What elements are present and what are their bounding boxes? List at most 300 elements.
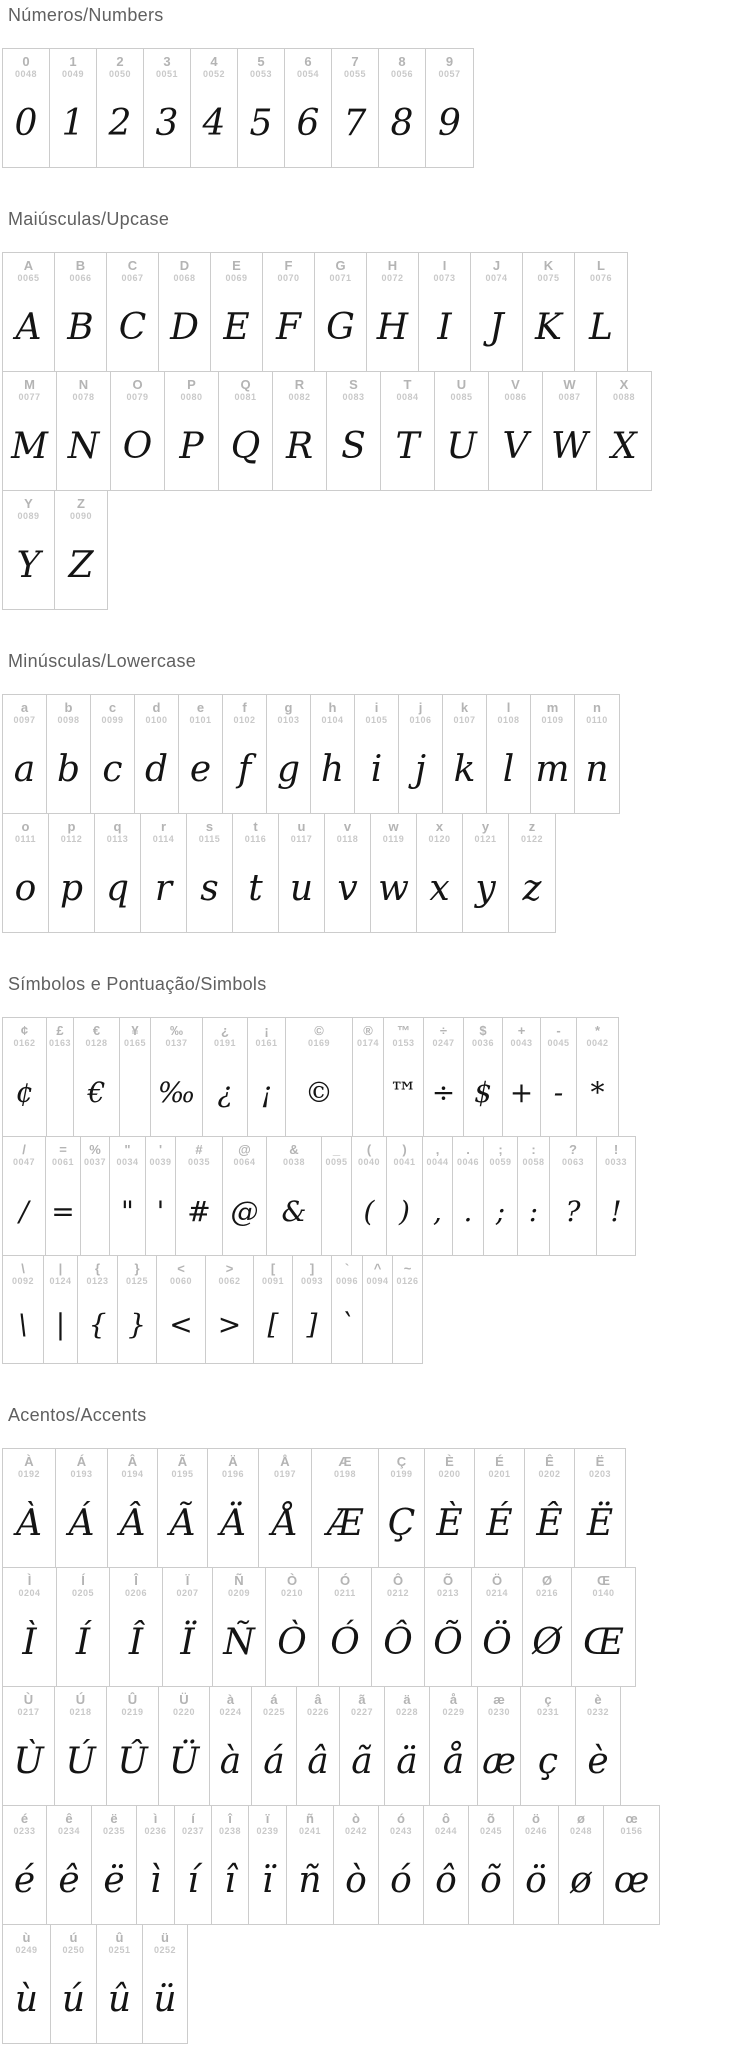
char-grid-row [2, 813, 556, 933]
char-label: % [89, 1142, 101, 1157]
char-cell [355, 695, 399, 813]
char-grid [2, 1448, 660, 2044]
char-cell [379, 1806, 424, 1924]
char-glyph: ô [435, 1859, 457, 1901]
char-code: 0072 [381, 273, 404, 283]
char-code: 0101 [189, 715, 212, 725]
char-cell [3, 1806, 47, 1924]
char-cell [179, 695, 223, 813]
char-code: 0039 [149, 1157, 172, 1167]
char-cell [472, 1568, 523, 1686]
char-code: 0041 [393, 1157, 416, 1167]
char-glyph: ë [103, 1859, 125, 1901]
char-label: Í [81, 1573, 85, 1588]
char-glyph: ™ [389, 1075, 418, 1109]
char-label: Ä [228, 1454, 238, 1469]
char-code: 0227 [350, 1707, 374, 1717]
char-code: 0246 [524, 1826, 548, 1836]
char-label: C [127, 258, 138, 273]
char-glyph: ] [306, 1308, 318, 1341]
char-label: ¿ [221, 1023, 229, 1038]
char-code: 0034 [116, 1157, 139, 1167]
char-glyph: I [437, 306, 452, 348]
char-code: 0205 [71, 1588, 95, 1598]
char-label: g [284, 700, 293, 715]
char-label: 4 [210, 54, 218, 69]
char-label: Ï [185, 1573, 190, 1588]
char-label: U [456, 377, 467, 392]
char-code: 0094 [366, 1276, 389, 1286]
char-glyph: Õ [433, 1621, 463, 1663]
char-cell [55, 253, 107, 371]
char-code: 0054 [296, 69, 320, 79]
char-glyph: Â [119, 1502, 146, 1544]
char-cell [3, 695, 47, 813]
char-label: ò [352, 1811, 360, 1826]
char-label: Q [240, 377, 251, 392]
char-glyph: g [276, 748, 301, 790]
char-glyph: q [105, 867, 130, 909]
char-label: Ò [286, 1573, 298, 1588]
char-cell [110, 1568, 163, 1686]
char-grid-row [2, 48, 474, 168]
char-glyph: f [237, 748, 252, 790]
char-glyph: Ñ [223, 1621, 255, 1663]
char-glyph: @ [230, 1194, 259, 1228]
char-cell [108, 1449, 158, 1567]
char-label: œ [625, 1811, 638, 1826]
char-cell [3, 1256, 44, 1363]
char-code: 0209 [227, 1588, 251, 1598]
char-code: 0097 [13, 715, 36, 725]
char-code: 0243 [389, 1826, 413, 1836]
char-glyph: Ú [65, 1740, 96, 1782]
char-cell [471, 253, 523, 371]
char-code: 0045 [547, 1038, 570, 1048]
char-glyph: F [276, 306, 301, 348]
char-glyph: Ø [532, 1621, 562, 1663]
char-glyph: W [550, 425, 588, 467]
char-code: 0061 [51, 1157, 75, 1167]
char-label: ì [153, 1811, 158, 1826]
char-cell [97, 1925, 143, 2043]
char-cell [3, 1449, 56, 1567]
char-code: 0252 [153, 1945, 177, 1955]
char-label: Á [76, 1454, 87, 1469]
char-label: i [374, 700, 379, 715]
char-label: í [191, 1811, 195, 1826]
char-cell [297, 1687, 340, 1805]
char-label: ' [158, 1142, 163, 1157]
char-cell [419, 253, 471, 371]
char-label: ø [577, 1811, 585, 1826]
char-code: 0095 [325, 1157, 348, 1167]
char-label: Œ [597, 1573, 610, 1588]
char-code: 0224 [219, 1707, 242, 1717]
char-cell [293, 1256, 332, 1363]
char-glyph: å [442, 1740, 465, 1782]
char-code: 0088 [612, 392, 636, 402]
char-cell [212, 1806, 249, 1924]
char-code: 0191 [213, 1038, 237, 1048]
char-glyph: 4 [202, 102, 226, 144]
char-label: O [132, 377, 143, 392]
char-label: é [20, 1811, 29, 1826]
char-code: 0236 [144, 1826, 167, 1836]
char-glyph: } [128, 1308, 146, 1341]
char-cell [267, 695, 311, 813]
char-cell [478, 1687, 521, 1805]
char-code: 0153 [392, 1038, 415, 1048]
char-glyph: Ô [383, 1621, 413, 1663]
char-label: u [297, 819, 306, 834]
char-label: ÷ [439, 1023, 448, 1038]
char-cell [367, 253, 419, 371]
char-label: ç [544, 1692, 552, 1707]
char-cell [95, 814, 141, 932]
char-label: M [24, 377, 35, 392]
char-grid [2, 48, 474, 168]
char-grid-row [2, 1255, 423, 1364]
char-glyph: N [67, 425, 100, 467]
char-code: 0062 [218, 1276, 241, 1286]
char-cell [3, 253, 55, 371]
char-code: 0225 [262, 1707, 286, 1717]
char-label: Ù [23, 1692, 34, 1707]
char-glyph: ú [61, 1978, 86, 2020]
char-glyph: ù [14, 1978, 39, 2020]
char-label: [ [270, 1261, 276, 1276]
char-code: 0100 [145, 715, 168, 725]
char-grid [2, 252, 652, 610]
char-code: 0229 [442, 1707, 465, 1717]
char-glyph: A [15, 306, 42, 348]
char-glyph: 3 [155, 102, 179, 144]
char-code: 0196 [221, 1469, 245, 1479]
char-cell [464, 1018, 503, 1136]
char-code: 0036 [471, 1038, 495, 1048]
char-cell [273, 372, 327, 490]
char-label: ô [442, 1811, 450, 1826]
char-label: n [593, 700, 601, 715]
char-code: 0199 [390, 1469, 413, 1479]
char-cell [424, 1806, 469, 1924]
char-label: Ê [545, 1454, 554, 1469]
char-code: 0238 [218, 1826, 242, 1836]
char-code: 0082 [288, 392, 311, 402]
char-label: Ö [491, 1573, 503, 1588]
char-cell [559, 1806, 604, 1924]
char-glyph: ¢ [15, 1075, 34, 1109]
char-label: @ [238, 1142, 251, 1157]
char-code: 0122 [520, 834, 544, 844]
char-glyph: H [376, 306, 409, 348]
char-glyph: Å [272, 1502, 298, 1544]
char-cell [312, 1449, 379, 1567]
char-cell [509, 814, 555, 932]
char-cell [157, 1256, 206, 1363]
char-glyph: 7 [343, 102, 367, 144]
char-code: 0051 [155, 69, 179, 79]
char-code: 0035 [187, 1157, 211, 1167]
char-cell [487, 695, 531, 813]
char-cell [135, 695, 179, 813]
char-cell [141, 814, 187, 932]
char-cell [523, 1568, 572, 1686]
char-glyph: ø [570, 1859, 592, 1901]
char-label: # [195, 1142, 203, 1157]
char-label: = [59, 1142, 67, 1157]
char-cell [55, 491, 107, 609]
char-cell [238, 49, 285, 167]
char-grid-row [2, 1136, 636, 1256]
char-code: 0052 [202, 69, 226, 79]
char-glyph: é [13, 1859, 36, 1901]
char-label: è [594, 1692, 602, 1707]
char-cell [49, 814, 95, 932]
char-glyph: ¡ [260, 1075, 273, 1109]
char-label: Ú [75, 1692, 86, 1707]
char-label: © [314, 1023, 324, 1038]
char-cell [597, 372, 651, 490]
char-glyph: o [14, 867, 37, 909]
char-code: 0056 [390, 69, 414, 79]
char-cell [137, 1806, 175, 1924]
char-code: 0213 [436, 1588, 460, 1598]
char-label: ` [344, 1261, 350, 1276]
char-code: 0112 [60, 834, 83, 844]
char-cell [111, 372, 165, 490]
char-label: ¡ [264, 1023, 269, 1038]
char-glyph: õ [480, 1859, 502, 1901]
char-code: 0192 [17, 1469, 41, 1479]
char-glyph: è [587, 1740, 609, 1782]
char-code: 0212 [386, 1588, 410, 1598]
char-label: X [619, 377, 629, 392]
char-label: ë [110, 1811, 118, 1826]
char-cell [521, 1687, 576, 1805]
char-glyph: k [453, 748, 476, 790]
char-glyph: û [107, 1978, 132, 2020]
char-code: 0207 [176, 1588, 199, 1598]
char-glyph: æ [482, 1740, 516, 1782]
char-label: ! [613, 1142, 619, 1157]
char-code: 0121 [474, 834, 497, 844]
char-cell [263, 253, 315, 371]
char-label: x [435, 819, 444, 834]
char-cell [531, 695, 575, 813]
char-code: 0108 [497, 715, 520, 725]
char-glyph: Œ [583, 1621, 624, 1663]
char-cell [597, 1137, 635, 1255]
char-label: , [435, 1142, 440, 1157]
char-glyph: ï [261, 1859, 274, 1901]
char-label: ó [397, 1811, 405, 1826]
char-glyph: Ì [22, 1621, 37, 1663]
char-cell [206, 1256, 254, 1363]
char-label: 6 [304, 54, 312, 69]
char-cell [393, 1256, 422, 1363]
char-code: 0089 [17, 511, 40, 521]
char-cell [430, 1687, 478, 1805]
char-glyph: = [51, 1194, 75, 1228]
char-glyph: y [475, 867, 496, 909]
char-label: ~ [403, 1261, 412, 1276]
char-cell [514, 1806, 559, 1924]
char-glyph: u [289, 867, 314, 909]
char-code: 0206 [124, 1588, 148, 1598]
char-glyph: P [179, 425, 204, 467]
char-label: ä [403, 1692, 411, 1707]
char-label: l [506, 700, 511, 715]
char-code: 0069 [225, 273, 248, 283]
char-code: 0090 [69, 511, 93, 521]
char-cell [353, 1018, 384, 1136]
char-label: \ [21, 1261, 25, 1276]
char-glyph: ñ [298, 1859, 322, 1901]
char-label: } [134, 1261, 140, 1276]
char-label: * [594, 1023, 601, 1038]
char-cell [332, 1256, 363, 1363]
char-code: 0161 [255, 1038, 278, 1048]
char-cell [210, 1687, 252, 1805]
char-glyph: ü [153, 1978, 177, 2020]
char-grid [2, 1017, 636, 1364]
char-label: Ó [339, 1573, 351, 1588]
char-code: 0109 [541, 715, 564, 725]
char-cell [144, 49, 191, 167]
char-code: 0124 [49, 1276, 72, 1286]
char-code: 0202 [538, 1469, 561, 1479]
char-label: { [94, 1261, 101, 1276]
char-glyph: ó [390, 1859, 412, 1901]
char-glyph: i [370, 748, 383, 790]
char-code: 0080 [180, 392, 203, 402]
char-label: L [597, 258, 605, 273]
char-label: h [328, 700, 337, 715]
char-label: € [92, 1023, 101, 1038]
char-cell [233, 814, 279, 932]
char-cell [176, 1137, 223, 1255]
char-label: k [460, 700, 469, 715]
char-code: 0103 [277, 715, 300, 725]
char-cell [285, 49, 332, 167]
char-cell [423, 1137, 453, 1255]
char-glyph: Ã [169, 1502, 196, 1544]
char-glyph: Q [230, 425, 261, 467]
char-label: s [205, 819, 214, 834]
char-glyph: < [169, 1308, 193, 1341]
char-label: ê [65, 1811, 73, 1826]
char-label: r [160, 819, 167, 834]
char-code: 0060 [169, 1276, 193, 1286]
char-glyph: Ó [330, 1621, 360, 1663]
char-cell [143, 1925, 187, 2043]
char-code: 0038 [282, 1157, 306, 1167]
char-glyph: - [553, 1075, 564, 1109]
char-glyph: 5 [249, 102, 273, 144]
char-label: É [495, 1454, 504, 1469]
char-glyph: Ê [536, 1502, 563, 1544]
char-glyph: Í [75, 1621, 91, 1663]
char-cell [426, 49, 473, 167]
char-label: 3 [163, 54, 171, 69]
char-code: 0085 [450, 392, 473, 402]
char-code: 0113 [106, 834, 129, 844]
char-code: 0075 [537, 273, 560, 283]
char-label: Î [134, 1573, 138, 1588]
char-cell [46, 1137, 81, 1255]
char-glyph: & [281, 1194, 307, 1228]
char-cell [311, 695, 355, 813]
char-code: 0076 [589, 273, 613, 283]
char-code: 0086 [504, 392, 527, 402]
char-grid-row [2, 490, 108, 610]
char-cell [165, 372, 219, 490]
char-label: P [187, 377, 196, 392]
char-glyph: O [122, 425, 153, 467]
char-code: 0165 [123, 1038, 147, 1048]
char-code: 0211 [334, 1588, 356, 1598]
char-code: 0125 [125, 1276, 149, 1286]
char-label: À [24, 1454, 34, 1469]
char-glyph: Û [117, 1740, 148, 1782]
char-glyph: * [590, 1075, 605, 1109]
char-code: 0093 [300, 1276, 324, 1286]
char-glyph: ¿ [217, 1075, 233, 1109]
char-grid-row [2, 1686, 621, 1806]
char-cell [334, 1806, 379, 1924]
char-code: 0099 [101, 715, 124, 725]
char-label: ] [309, 1261, 315, 1276]
char-cell [363, 1256, 393, 1363]
char-code: 0250 [62, 1945, 85, 1955]
char-cell [74, 1018, 120, 1136]
char-code: 0049 [61, 69, 85, 79]
char-cell [325, 814, 371, 932]
char-cell [417, 814, 463, 932]
char-glyph: j [414, 748, 427, 790]
char-glyph: 8 [390, 102, 414, 144]
char-grid-row [2, 694, 620, 814]
char-cell [211, 253, 263, 371]
char-glyph: b [56, 748, 81, 790]
char-glyph: { [88, 1308, 107, 1341]
char-code: 0110 [586, 715, 608, 725]
char-grid-row [2, 1567, 636, 1687]
char-glyph: / [19, 1194, 29, 1228]
char-cell [572, 1568, 635, 1686]
char-cell [248, 1018, 286, 1136]
char-cell [223, 1137, 267, 1255]
char-glyph: Ü [168, 1740, 200, 1782]
char-cell [3, 1925, 51, 2043]
char-cell [47, 1018, 74, 1136]
char-code: 0201 [488, 1469, 511, 1479]
char-glyph: ö [525, 1859, 547, 1901]
char-label: Û [127, 1692, 138, 1707]
char-glyph: E [223, 306, 250, 348]
char-code: 0234 [57, 1826, 81, 1836]
char-glyph: 1 [61, 102, 85, 144]
char-cell [107, 1687, 159, 1805]
char-cell [120, 1018, 151, 1136]
char-code: 0055 [343, 69, 367, 79]
char-label: | [58, 1261, 63, 1276]
char-code: 0042 [586, 1038, 609, 1048]
char-code: 0106 [409, 715, 432, 725]
char-label: 8 [398, 54, 406, 69]
